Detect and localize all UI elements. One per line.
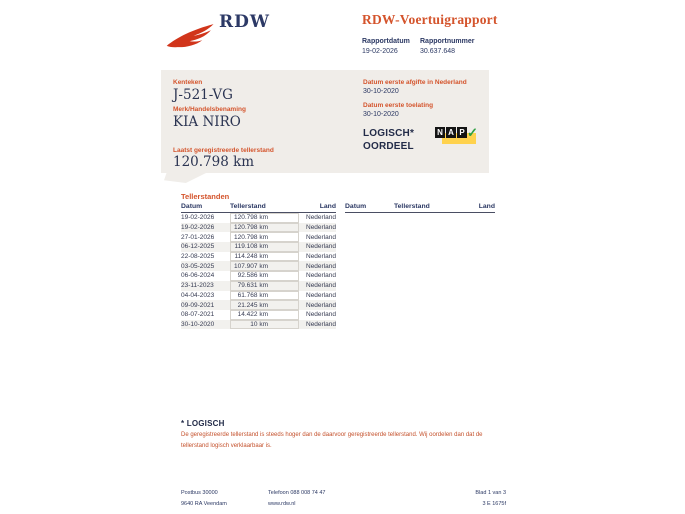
footer-contact [268,488,326,510]
nap-letter-a: A [446,127,456,138]
table-row [181,291,336,301]
tellerstanden-table-right [345,203,495,213]
cell-datum: 30-10-2020 [181,320,215,328]
tellerstanden-rows [181,213,336,329]
cell-land: Nederland [306,243,336,251]
cell-land: Nederland [306,291,336,299]
table-row [181,310,336,320]
datum-eerste-afgifte-label: Datum eerste afgifte in Nederland [363,79,467,86]
nap-logo-icon [435,127,479,146]
table-header-row [345,203,495,213]
vehicle-info-panel [161,70,489,173]
table-row [181,223,336,233]
cell-datum: 06-06-2024 [181,272,215,280]
kenteken-value: J-521-VG [173,87,233,103]
oordeel-line2: OORDEEL [363,141,414,152]
rapportdatum-value: 19-02-2026 [362,48,398,55]
cell-tellerstand: 119.108 km [230,242,299,252]
panel-corner-fold [164,173,206,183]
cell-land: Nederland [306,233,336,241]
cell-tellerstand: 61.768 km [230,291,299,301]
cell-tellerstand: 120.798 km [230,232,299,242]
nap-letter-p: P [457,127,467,138]
footer-website: www.rdw.nl [268,501,296,507]
cell-land: Nederland [306,214,336,222]
cell-tellerstand: 120.798 km [230,223,299,233]
cell-land: Nederland [306,320,336,328]
cell-land: Nederland [306,262,336,270]
kenteken-label: Kenteken [173,79,203,86]
tellerstanden-heading: Tellerstanden [181,192,230,201]
logisch-footnote-text: De geregistreerde tellerstand is steeds hoger dan de daarvoor geregistreerde tellerstand. Wij oordelen dan dat de tellerstand logisch verklaarbaar is. [181,432,483,449]
logisch-oordeel-badge [363,127,414,153]
cell-datum: 23-11-2023 [181,282,214,290]
cell-tellerstand: 79.631 km [230,281,299,291]
rdw-logo-icon [165,19,217,51]
cell-tellerstand: 107.907 km [230,261,299,271]
cell-datum: 09-09-2021 [181,301,215,309]
cell-datum: 19-02-2026 [181,214,215,222]
cell-datum: 04-04-2023 [181,291,215,299]
cell-land: Nederland [306,301,336,309]
column-header-tellerstand: Tellerstand [394,203,430,210]
table-row [181,300,336,310]
cell-land: Nederland [306,311,336,319]
oordeel-line1: LOGISCH* [363,128,415,139]
rdw-logo-text: RDW [219,12,270,32]
cell-datum: 08-07-2021 [181,311,215,319]
tellerstanden-table-left [181,203,336,329]
footer-form-code: 3 E 1675f [482,501,506,507]
footer-address [181,488,227,510]
table-row [181,242,336,252]
footer-address-line1: Postbus 30000 [181,490,218,496]
cell-tellerstand: 21.245 km [230,300,299,310]
laatste-tellerstand-label: Laatst geregistreerde tellerstand [173,147,274,154]
column-header-datum: Datum [345,203,367,210]
table-row [181,252,336,262]
column-header-tellerstand: Tellerstand [230,203,266,210]
column-header-land: Land [319,203,336,210]
footer-address-line2: 9640 RA Veendam [181,501,227,507]
cell-datum: 22-08-2025 [181,253,215,261]
cell-land: Nederland [306,224,336,232]
table-row [181,261,336,271]
cell-tellerstand: 92.586 km [230,271,299,281]
nap-checkmark-icon: ✓ [467,125,478,140]
rapportnummer-label: Rapportnummer [420,38,475,45]
merk-label: Merk/Handelsbenaming [173,106,246,113]
table-header-row [181,203,336,213]
footer-page-info [391,488,506,510]
merk-value: KIA NIRO [173,114,241,130]
table-row [181,281,336,291]
table-row [181,213,336,223]
table-row [181,320,336,330]
cell-datum: 27-01-2026 [181,233,215,241]
footer-phone: Telefoon 088 008 74 47 [268,490,326,496]
rapportnummer-value: 30.637.648 [420,48,456,55]
report-title: RDW-Voertuigrapport [362,12,498,27]
laatste-tellerstand-value: 120.798 km [173,154,255,170]
cell-land: Nederland [306,253,336,261]
column-header-land: Land [478,203,495,210]
datum-eerste-toelating-label: Datum eerste toelating [363,102,434,109]
cell-tellerstand: 120.798 km [230,213,299,223]
cell-land: Nederland [306,272,336,280]
column-header-datum: Datum [181,203,203,210]
cell-tellerstand: 114.248 km [230,252,299,262]
cell-tellerstand: 14.422 km [230,310,299,320]
cell-land: Nederland [306,282,336,290]
logisch-footnote-title: * LOGISCH [181,419,225,428]
footer-page-number: Blad 1 van 3 [475,490,506,496]
nap-letter-n: N [435,127,445,138]
rapportdatum-label: Rapportdatum [362,38,410,45]
datum-eerste-afgifte-value: 30-10-2020 [363,88,399,95]
nap-letter-tiles [435,127,467,138]
cell-datum: 03-05-2025 [181,262,215,270]
cell-tellerstand: 10 km [230,320,299,330]
cell-datum: 06-12-2025 [181,243,215,251]
table-row [181,232,336,242]
cell-datum: 19-02-2026 [181,224,215,232]
datum-eerste-toelating-value: 30-10-2020 [363,111,399,118]
table-row [181,271,336,281]
